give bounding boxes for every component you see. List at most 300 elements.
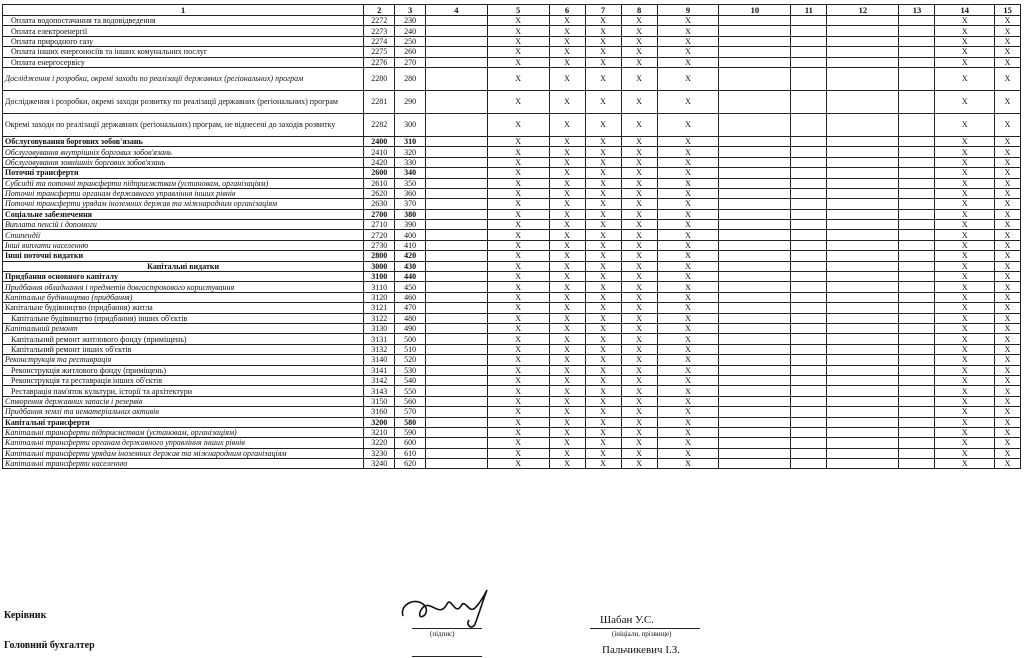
row-kekv-code: 2274 bbox=[364, 36, 395, 46]
empty-value-cell bbox=[791, 396, 827, 406]
x-mark-cell: X bbox=[487, 365, 549, 375]
x-mark-cell: X bbox=[657, 386, 719, 396]
empty-value-cell bbox=[719, 90, 791, 113]
x-mark-cell: X bbox=[487, 334, 549, 344]
row-name: Дослідження і розробки, окремі заходи розвитку по реалізації державних (регіональних) програм bbox=[3, 90, 364, 113]
x-mark-cell: X bbox=[657, 344, 719, 354]
row-kekv-code: 2410 bbox=[364, 147, 395, 157]
empty-value-cell bbox=[426, 365, 488, 375]
empty-value-cell bbox=[899, 448, 935, 458]
x-mark-cell: X bbox=[657, 282, 719, 292]
table-row bbox=[3, 261, 1021, 271]
x-mark-cell: X bbox=[487, 261, 549, 271]
x-mark-cell: X bbox=[657, 147, 719, 157]
empty-value-cell bbox=[827, 355, 899, 365]
empty-value-cell bbox=[426, 448, 488, 458]
x-mark-cell: X bbox=[585, 323, 621, 333]
empty-value-cell bbox=[899, 220, 935, 230]
x-mark-cell: X bbox=[549, 282, 585, 292]
x-mark-cell: X bbox=[995, 47, 1021, 57]
row-kekv-code: 3132 bbox=[364, 344, 395, 354]
x-mark-cell: X bbox=[487, 90, 549, 113]
empty-value-cell bbox=[426, 26, 488, 36]
row-name: Придбання основного капіталу bbox=[3, 272, 364, 282]
empty-value-cell bbox=[899, 147, 935, 157]
x-mark-cell: X bbox=[935, 355, 995, 365]
x-mark-cell: X bbox=[549, 427, 585, 437]
empty-value-cell bbox=[827, 396, 899, 406]
head-signature-hint: (підпис) bbox=[430, 630, 455, 638]
x-mark-cell: X bbox=[935, 16, 995, 26]
x-mark-cell: X bbox=[621, 36, 657, 46]
row-kekv-code: 3220 bbox=[364, 438, 395, 448]
empty-value-cell bbox=[899, 157, 935, 167]
x-mark-cell: X bbox=[657, 355, 719, 365]
x-mark-cell: X bbox=[585, 113, 621, 136]
x-mark-cell: X bbox=[585, 334, 621, 344]
column-header-11: 11 bbox=[791, 5, 827, 16]
row-line-code: 350 bbox=[395, 178, 426, 188]
x-mark-cell: X bbox=[487, 36, 549, 46]
x-mark-cell: X bbox=[585, 67, 621, 90]
x-mark-cell: X bbox=[585, 427, 621, 437]
x-mark-cell: X bbox=[621, 113, 657, 136]
row-kekv-code: 3230 bbox=[364, 448, 395, 458]
empty-value-cell bbox=[719, 427, 791, 437]
x-mark-cell: X bbox=[549, 396, 585, 406]
x-mark-cell: X bbox=[935, 168, 995, 178]
x-mark-cell: X bbox=[995, 386, 1021, 396]
row-line-code: 340 bbox=[395, 168, 426, 178]
empty-value-cell bbox=[719, 261, 791, 271]
x-mark-cell: X bbox=[549, 36, 585, 46]
x-mark-cell: X bbox=[935, 209, 995, 219]
empty-value-cell bbox=[827, 407, 899, 417]
x-mark-cell: X bbox=[935, 136, 995, 146]
empty-value-cell bbox=[899, 375, 935, 385]
x-mark-cell: X bbox=[621, 407, 657, 417]
row-line-code: 410 bbox=[395, 240, 426, 250]
empty-value-cell bbox=[827, 323, 899, 333]
empty-value-cell bbox=[899, 178, 935, 188]
empty-value-cell bbox=[791, 355, 827, 365]
row-name: Капітальне будівництво (придбання) житла bbox=[3, 303, 364, 313]
x-mark-cell: X bbox=[935, 113, 995, 136]
empty-value-cell bbox=[827, 459, 899, 469]
empty-value-cell bbox=[791, 199, 827, 209]
x-mark-cell: X bbox=[487, 57, 549, 67]
x-mark-cell: X bbox=[549, 303, 585, 313]
x-mark-cell: X bbox=[995, 396, 1021, 406]
row-name: Виплата пенсій і допомоги bbox=[3, 220, 364, 230]
x-mark-cell: X bbox=[585, 272, 621, 282]
empty-value-cell bbox=[719, 355, 791, 365]
row-kekv-code: 3150 bbox=[364, 396, 395, 406]
x-mark-cell: X bbox=[995, 230, 1021, 240]
row-name: Капітальні трансферти населенню bbox=[3, 459, 364, 469]
head-label: Керівник bbox=[4, 610, 47, 621]
empty-value-cell bbox=[899, 355, 935, 365]
row-kekv-code: 3122 bbox=[364, 313, 395, 323]
empty-value-cell bbox=[791, 147, 827, 157]
empty-value-cell bbox=[791, 209, 827, 219]
row-kekv-code: 2280 bbox=[364, 67, 395, 90]
table-row bbox=[3, 323, 1021, 333]
row-name: Обслуговування внутрішніх боргових зобов'язань bbox=[3, 147, 364, 157]
x-mark-cell: X bbox=[621, 26, 657, 36]
row-line-code: 580 bbox=[395, 417, 426, 427]
x-mark-cell: X bbox=[935, 47, 995, 57]
empty-value-cell bbox=[719, 147, 791, 157]
empty-value-cell bbox=[791, 188, 827, 198]
x-mark-cell: X bbox=[657, 323, 719, 333]
row-line-code: 540 bbox=[395, 375, 426, 385]
empty-value-cell bbox=[791, 375, 827, 385]
x-mark-cell: X bbox=[621, 47, 657, 57]
empty-value-cell bbox=[426, 240, 488, 250]
row-name: Капітальні трансферти підприємствам (установам, організаціям) bbox=[3, 427, 364, 437]
column-header-4: 4 bbox=[426, 5, 488, 16]
x-mark-cell: X bbox=[549, 90, 585, 113]
column-header-3: 3 bbox=[395, 5, 426, 16]
table-row bbox=[3, 272, 1021, 282]
empty-value-cell bbox=[719, 67, 791, 90]
empty-value-cell bbox=[719, 36, 791, 46]
x-mark-cell: X bbox=[621, 282, 657, 292]
empty-value-cell bbox=[899, 427, 935, 437]
empty-value-cell bbox=[719, 272, 791, 282]
empty-value-cell bbox=[899, 168, 935, 178]
row-line-code: 230 bbox=[395, 16, 426, 26]
x-mark-cell: X bbox=[585, 459, 621, 469]
empty-value-cell bbox=[791, 220, 827, 230]
empty-value-cell bbox=[426, 188, 488, 198]
x-mark-cell: X bbox=[657, 47, 719, 57]
x-mark-cell: X bbox=[995, 220, 1021, 230]
row-line-code: 480 bbox=[395, 313, 426, 323]
row-line-code: 270 bbox=[395, 57, 426, 67]
empty-value-cell bbox=[791, 344, 827, 354]
table-row bbox=[3, 282, 1021, 292]
table-row bbox=[3, 26, 1021, 36]
empty-value-cell bbox=[899, 344, 935, 354]
x-mark-cell: X bbox=[487, 240, 549, 250]
empty-value-cell bbox=[719, 365, 791, 375]
x-mark-cell: X bbox=[657, 459, 719, 469]
empty-value-cell bbox=[827, 438, 899, 448]
row-kekv-code: 3130 bbox=[364, 323, 395, 333]
row-line-code: 600 bbox=[395, 438, 426, 448]
x-mark-cell: X bbox=[549, 113, 585, 136]
row-line-code: 370 bbox=[395, 199, 426, 209]
x-mark-cell: X bbox=[549, 199, 585, 209]
row-kekv-code: 2720 bbox=[364, 230, 395, 240]
column-header-8: 8 bbox=[621, 5, 657, 16]
x-mark-cell: X bbox=[487, 230, 549, 240]
row-name: Реконструкція житлового фонду (приміщень) bbox=[3, 365, 364, 375]
x-mark-cell: X bbox=[487, 375, 549, 385]
x-mark-cell: X bbox=[487, 178, 549, 188]
row-kekv-code: 2630 bbox=[364, 199, 395, 209]
x-mark-cell: X bbox=[657, 407, 719, 417]
row-name: Оплата інших енергоносіїв та інших комунальних послуг bbox=[3, 47, 364, 57]
x-mark-cell: X bbox=[621, 240, 657, 250]
x-mark-cell: X bbox=[657, 438, 719, 448]
x-mark-cell: X bbox=[657, 448, 719, 458]
empty-value-cell bbox=[899, 292, 935, 302]
x-mark-cell: X bbox=[995, 67, 1021, 90]
empty-value-cell bbox=[791, 251, 827, 261]
x-mark-cell: X bbox=[935, 365, 995, 375]
empty-value-cell bbox=[426, 407, 488, 417]
empty-value-cell bbox=[719, 188, 791, 198]
x-mark-cell: X bbox=[487, 386, 549, 396]
x-mark-cell: X bbox=[487, 220, 549, 230]
x-mark-cell: X bbox=[621, 427, 657, 437]
row-kekv-code: 2282 bbox=[364, 113, 395, 136]
empty-value-cell bbox=[827, 90, 899, 113]
x-mark-cell: X bbox=[995, 407, 1021, 417]
x-mark-cell: X bbox=[549, 292, 585, 302]
row-line-code: 510 bbox=[395, 344, 426, 354]
empty-value-cell bbox=[827, 209, 899, 219]
x-mark-cell: X bbox=[621, 230, 657, 240]
empty-value-cell bbox=[827, 303, 899, 313]
row-kekv-code: 2700 bbox=[364, 209, 395, 219]
x-mark-cell: X bbox=[621, 438, 657, 448]
empty-value-cell bbox=[426, 113, 488, 136]
empty-value-cell bbox=[827, 157, 899, 167]
empty-value-cell bbox=[899, 313, 935, 323]
x-mark-cell: X bbox=[995, 157, 1021, 167]
empty-value-cell bbox=[719, 386, 791, 396]
x-mark-cell: X bbox=[995, 448, 1021, 458]
empty-value-cell bbox=[899, 417, 935, 427]
row-kekv-code: 2400 bbox=[364, 136, 395, 146]
x-mark-cell: X bbox=[621, 365, 657, 375]
x-mark-cell: X bbox=[657, 427, 719, 437]
empty-value-cell bbox=[719, 323, 791, 333]
row-kekv-code: 3200 bbox=[364, 417, 395, 427]
x-mark-cell: X bbox=[487, 282, 549, 292]
empty-value-cell bbox=[791, 240, 827, 250]
x-mark-cell: X bbox=[487, 47, 549, 57]
x-mark-cell: X bbox=[935, 157, 995, 167]
x-mark-cell: X bbox=[487, 459, 549, 469]
column-header-10: 10 bbox=[719, 5, 791, 16]
x-mark-cell: X bbox=[621, 261, 657, 271]
x-mark-cell: X bbox=[621, 16, 657, 26]
x-mark-cell: X bbox=[585, 313, 621, 323]
empty-value-cell bbox=[426, 168, 488, 178]
empty-value-cell bbox=[791, 334, 827, 344]
x-mark-cell: X bbox=[935, 417, 995, 427]
empty-value-cell bbox=[827, 230, 899, 240]
row-name: Створення державних запасів і резервів bbox=[3, 396, 364, 406]
table-row bbox=[3, 407, 1021, 417]
row-line-code: 430 bbox=[395, 261, 426, 271]
x-mark-cell: X bbox=[549, 67, 585, 90]
empty-value-cell bbox=[426, 427, 488, 437]
row-kekv-code: 2600 bbox=[364, 168, 395, 178]
x-mark-cell: X bbox=[585, 136, 621, 146]
x-mark-cell: X bbox=[487, 168, 549, 178]
x-mark-cell: X bbox=[585, 16, 621, 26]
x-mark-cell: X bbox=[621, 459, 657, 469]
x-mark-cell: X bbox=[995, 147, 1021, 157]
x-mark-cell: X bbox=[995, 113, 1021, 136]
x-mark-cell: X bbox=[657, 220, 719, 230]
empty-value-cell bbox=[791, 90, 827, 113]
table-row bbox=[3, 365, 1021, 375]
x-mark-cell: X bbox=[935, 26, 995, 36]
empty-value-cell bbox=[827, 251, 899, 261]
column-header-2: 2 bbox=[364, 5, 395, 16]
column-header-6: 6 bbox=[549, 5, 585, 16]
x-mark-cell: X bbox=[585, 438, 621, 448]
x-mark-cell: X bbox=[549, 147, 585, 157]
row-name: Оплата водопостачання та водовідведення bbox=[3, 16, 364, 26]
column-header-13: 13 bbox=[899, 5, 935, 16]
x-mark-cell: X bbox=[549, 168, 585, 178]
x-mark-cell: X bbox=[585, 282, 621, 292]
x-mark-cell: X bbox=[935, 220, 995, 230]
empty-value-cell bbox=[426, 334, 488, 344]
x-mark-cell: X bbox=[995, 199, 1021, 209]
empty-value-cell bbox=[899, 36, 935, 46]
x-mark-cell: X bbox=[935, 261, 995, 271]
table-row bbox=[3, 147, 1021, 157]
x-mark-cell: X bbox=[935, 251, 995, 261]
empty-value-cell bbox=[719, 417, 791, 427]
empty-value-cell bbox=[899, 282, 935, 292]
empty-value-cell bbox=[719, 459, 791, 469]
row-line-code: 610 bbox=[395, 448, 426, 458]
x-mark-cell: X bbox=[585, 396, 621, 406]
row-kekv-code: 2620 bbox=[364, 188, 395, 198]
row-line-code: 250 bbox=[395, 36, 426, 46]
empty-value-cell bbox=[791, 459, 827, 469]
empty-value-cell bbox=[791, 230, 827, 240]
x-mark-cell: X bbox=[621, 344, 657, 354]
row-name: Капітальний ремонт інших об'єктів bbox=[3, 344, 364, 354]
x-mark-cell: X bbox=[549, 438, 585, 448]
x-mark-cell: X bbox=[995, 292, 1021, 302]
empty-value-cell bbox=[426, 272, 488, 282]
empty-value-cell bbox=[791, 292, 827, 302]
empty-value-cell bbox=[426, 220, 488, 230]
x-mark-cell: X bbox=[487, 199, 549, 209]
empty-value-cell bbox=[827, 188, 899, 198]
row-name: Капітальний ремонт bbox=[3, 323, 364, 333]
x-mark-cell: X bbox=[657, 90, 719, 113]
x-mark-cell: X bbox=[657, 136, 719, 146]
table-row bbox=[3, 251, 1021, 261]
x-mark-cell: X bbox=[585, 261, 621, 271]
row-name: Капітальні трансферти органам державного управління інших рівнів bbox=[3, 438, 364, 448]
empty-value-cell bbox=[827, 199, 899, 209]
x-mark-cell: X bbox=[487, 323, 549, 333]
x-mark-cell: X bbox=[585, 90, 621, 113]
x-mark-cell: X bbox=[935, 147, 995, 157]
empty-value-cell bbox=[719, 240, 791, 250]
x-mark-cell: X bbox=[995, 438, 1021, 448]
empty-value-cell bbox=[899, 386, 935, 396]
row-kekv-code: 3120 bbox=[364, 292, 395, 302]
row-kekv-code: 3210 bbox=[364, 427, 395, 437]
x-mark-cell: X bbox=[585, 36, 621, 46]
x-mark-cell: X bbox=[549, 209, 585, 219]
empty-value-cell bbox=[426, 323, 488, 333]
row-name: Капітальне будівництво (придбання) bbox=[3, 292, 364, 302]
row-kekv-code: 3143 bbox=[364, 386, 395, 396]
table-row bbox=[3, 178, 1021, 188]
empty-value-cell bbox=[426, 147, 488, 157]
x-mark-cell: X bbox=[657, 57, 719, 67]
empty-value-cell bbox=[791, 303, 827, 313]
empty-value-cell bbox=[791, 448, 827, 458]
empty-value-cell bbox=[827, 334, 899, 344]
empty-value-cell bbox=[899, 323, 935, 333]
x-mark-cell: X bbox=[487, 251, 549, 261]
x-mark-cell: X bbox=[585, 168, 621, 178]
x-mark-cell: X bbox=[935, 199, 995, 209]
x-mark-cell: X bbox=[549, 47, 585, 57]
column-header-row bbox=[3, 5, 1021, 16]
x-mark-cell: X bbox=[995, 282, 1021, 292]
x-mark-cell: X bbox=[935, 459, 995, 469]
x-mark-cell: X bbox=[487, 209, 549, 219]
x-mark-cell: X bbox=[657, 230, 719, 240]
head-name-line bbox=[590, 628, 700, 629]
x-mark-cell: X bbox=[621, 272, 657, 282]
column-header-9: 9 bbox=[657, 5, 719, 16]
x-mark-cell: X bbox=[995, 168, 1021, 178]
x-mark-cell: X bbox=[995, 459, 1021, 469]
x-mark-cell: X bbox=[657, 417, 719, 427]
x-mark-cell: X bbox=[585, 355, 621, 365]
row-kekv-code: 3160 bbox=[364, 407, 395, 417]
head-name: Шабан У.С. bbox=[600, 614, 654, 626]
row-line-code: 530 bbox=[395, 365, 426, 375]
x-mark-cell: X bbox=[585, 417, 621, 427]
empty-value-cell bbox=[719, 448, 791, 458]
table-row bbox=[3, 157, 1021, 167]
x-mark-cell: X bbox=[657, 251, 719, 261]
column-header-7: 7 bbox=[585, 5, 621, 16]
x-mark-cell: X bbox=[995, 209, 1021, 219]
row-line-code: 490 bbox=[395, 323, 426, 333]
table-row bbox=[3, 136, 1021, 146]
column-header-5: 5 bbox=[487, 5, 549, 16]
x-mark-cell: X bbox=[487, 303, 549, 313]
row-kekv-code: 2273 bbox=[364, 26, 395, 36]
table-row bbox=[3, 375, 1021, 385]
x-mark-cell: X bbox=[585, 448, 621, 458]
x-mark-cell: X bbox=[995, 188, 1021, 198]
empty-value-cell bbox=[899, 209, 935, 219]
x-mark-cell: X bbox=[549, 355, 585, 365]
empty-value-cell bbox=[899, 16, 935, 26]
x-mark-cell: X bbox=[621, 375, 657, 385]
empty-value-cell bbox=[899, 272, 935, 282]
empty-value-cell bbox=[899, 199, 935, 209]
table-row bbox=[3, 417, 1021, 427]
empty-value-cell bbox=[827, 147, 899, 157]
x-mark-cell: X bbox=[657, 240, 719, 250]
x-mark-cell: X bbox=[549, 417, 585, 427]
table-row bbox=[3, 459, 1021, 469]
